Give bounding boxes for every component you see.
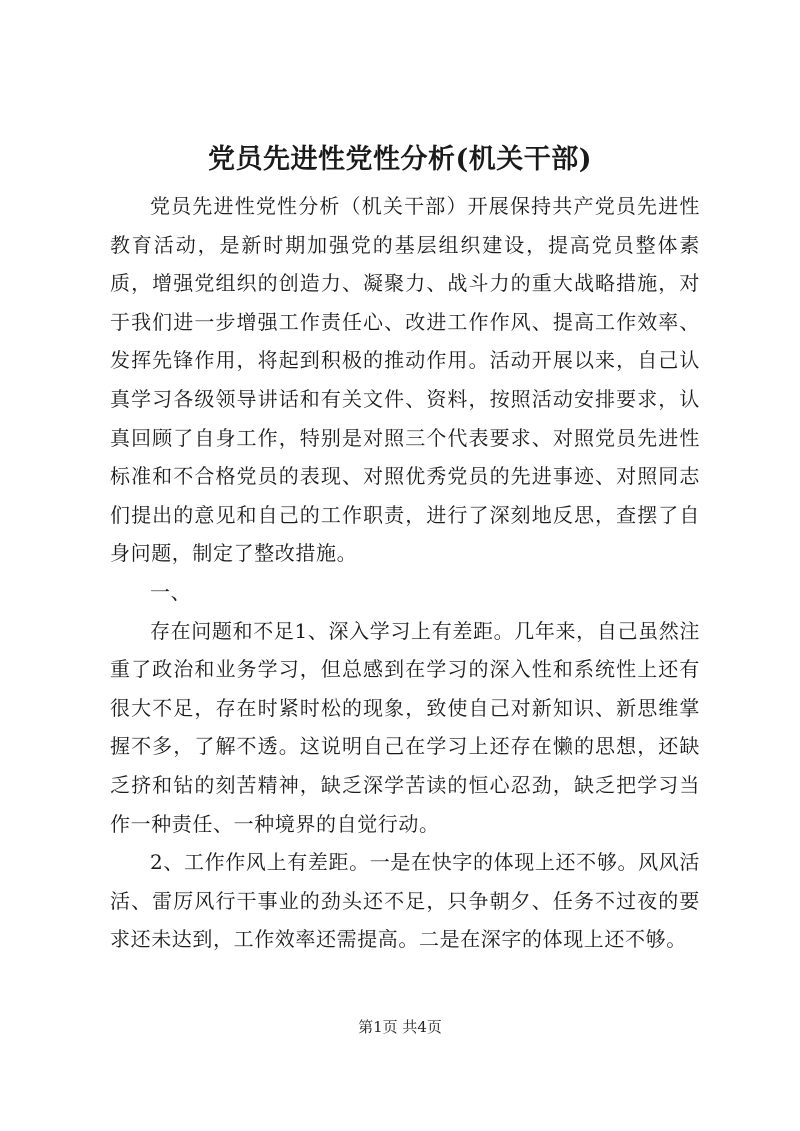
page-number-footer: 第1页 共4页 xyxy=(358,1018,442,1036)
paragraph-study-gap: 存在问题和不足1、深入学习上有差距。几年来，自己虽然注重了政治和业务学习，但总感到在学习的深入性和系统性上还有很大不足，存在时紧时松的现象，致使自己对新知识、新思维掌握不多，了解不透。这说明自己在学习上还存在懒的思想，还缺乏挤和钻的刻苦精神，缺乏深学苦读的恒心忍劲，缺乏把学习当作一种责任、一种境界的自觉行动。 xyxy=(110,618,700,836)
document-title: 党员先进性党性分析(机关干部) xyxy=(207,144,593,175)
paragraph-work-style-gap: 2、工作作风上有差距。一是在快字的体现上还不够。风风活活、雷厉风行干事业的劲头还不足，只争朝夕、任务不过夜的要求还未达到，工作效率还需提高。二是在深字的体现上还不够。 xyxy=(110,850,700,952)
document-body xyxy=(110,187,700,959)
paragraph-intro: 党员先进性党性分析（机关干部）开展保持共产党员先进性教育活动，是新时期加强党的基层组织建设，提高党员整体素质，增强党组织的创造力、凝聚力、战斗力的重大战略措施，对于我们进一步增强工作责任心、改进工作作风、提高工作效率、发挥先锋作用，将起到积极的推动作用。活动开展以来，自己认真学习各级领导讲话和有关文件、资料，按照活动安排要求，认真回顾了自身工作，特别是对照三个代表要求、对照党员先进性标准和不合格党员的表现、对照优秀党员的先进事迹、对照同志们提出的意见和自己的工作职责，进行了深刻地反思，查摆了自身问题，制定了整改措施。 xyxy=(110,194,700,566)
paragraph-section-heading: 一、 xyxy=(150,579,192,604)
